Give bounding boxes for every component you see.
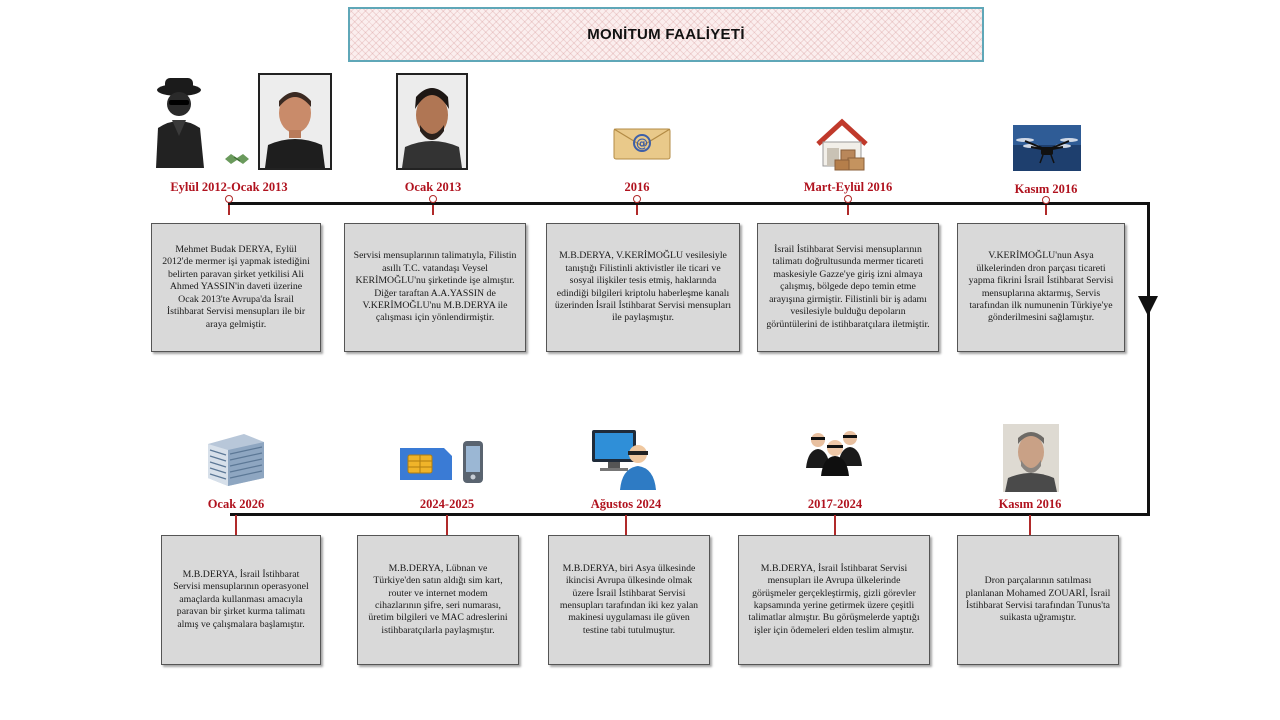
portrait-photo	[1003, 424, 1059, 492]
timeline-connector	[432, 205, 434, 215]
timeline-marker	[844, 195, 852, 203]
event-description: İsrail İstihbarat Servisi mensuplarının talimatı doğrultusunda mermer ticareti maskesiyle Gazze'ye giriş izni almaya çalışmış, bölgede depo temin etme arayışına girmiştir. Filistinli bir iş adamı vesilesiyle bulduğu depoların görüntülerini de istihbaratçılara iletmiştir.	[766, 244, 930, 330]
event-card	[957, 223, 1125, 352]
event-card	[357, 535, 519, 665]
timeline-marker	[225, 195, 233, 203]
svg-text:@: @	[636, 136, 648, 151]
event-date: 2024-2025	[419, 497, 475, 511]
sim-card-icon	[398, 446, 454, 482]
timeline-top-line	[228, 202, 1150, 205]
timeline-connector	[1045, 205, 1047, 215]
event-description: Dron parçalarının satılması planlanan Mohamed ZOUARİ, İsrail İstihbarat Servisi tarafından Tunus'ta suikasta uğramıştır.	[965, 575, 1111, 624]
event-description: M.B.DERYA, İsrail İstihbarat Servisi mensupları ile Avrupa ülkelerinde görüşmeler gerçekleştirmiş, gizli görevler kapsamında yerine getirmek üzere çeşitli talimatlar almıştır. Bu görüşmelerde yaptığı işler için ödemeleri elden teslim almıştır.	[748, 562, 920, 636]
event-description: M.B.DERYA, İsrail İstihbarat Servisi mensuplarının operasyonel amaçlarda kullanması amacıyla paravan bir şirket kurma talimatı almış ve çalışmalara başlamıştır.	[173, 568, 309, 630]
agents-group-icon	[804, 428, 866, 476]
event-date: 2016	[624, 180, 650, 194]
event-description: Mehmet Budak DERYA, Eylül 2012'de mermer işi yapmak istediğini belirten paravan şirket yetkilisi Ali Ahmed YASSIN'in daveti üzerine Ocak 2013'te Avrupa'da İsrail İstihbarat Servisi mensupları ile bir araya gelmiştir.	[162, 244, 310, 330]
event-description: M.B.DERYA, Lübnan ve Türkiye'den satın aldığı sim kart, router ve internet modem cihazlarının şifre, seri numarası, üretim bilgileri ve MAC adreslerini istihbaratçılarla paylaşmıştır.	[368, 562, 508, 636]
timeline-marker	[633, 195, 641, 203]
timeline-connector	[625, 515, 627, 535]
warehouse-icon	[815, 118, 869, 172]
event-description: M.B.DERYA, V.KERİMOĞLU vesilesiyle tanıştığı Filistinli aktivistler ile ticari ve sosyal ilişkiler tesis etmiş, haklarında edindiği bilgileri kriptolu haberleşme kanalı üzerinden İsrail İstihbarat Servisi mensupları ile paylaşmıştır.	[554, 250, 732, 324]
timeline-right-connector	[1147, 202, 1150, 515]
timeline-connector	[1029, 515, 1031, 535]
spy-agent-icon	[148, 76, 210, 170]
event-description: Servisi mensuplarının talimatıyla, Filistin asıllı T.C. vatandaşı Veysel KERİMOĞLU'nu şirketinde işe almıştır. Diğer taraftan A.A.YASSIN de V.KERİMOĞLU'nu M.B.DERYA ile çalışması için yönlendirmiştir.	[353, 250, 517, 324]
event-card	[548, 535, 710, 665]
event-description: V.KERİMOĞLU'nun Asya ülkelerinden dron parçası ticareti yapma fikrini İsrail İstihbarat Servisi mensuplarına aktarmış, Servis tarafından ilk numunenin Türkiye'ye gönderilmesini sağlamıştır.	[968, 250, 1114, 324]
mobile-phone-icon	[462, 440, 484, 484]
event-date: Eylül 2012-Ocak 2013	[170, 180, 288, 194]
timeline-connector	[636, 205, 638, 215]
computer-user-icon	[590, 428, 660, 492]
event-date: Kasım 2016	[1014, 182, 1078, 196]
event-card	[546, 223, 740, 352]
event-date: Ocak 2026	[207, 497, 265, 511]
event-card	[344, 223, 526, 352]
event-date: Ağustos 2024	[590, 497, 662, 511]
event-date: Mart-Eylül 2016	[803, 180, 893, 194]
timeline-marker	[429, 195, 437, 203]
event-date: 2017-2024	[807, 497, 863, 511]
event-description: M.B.DERYA, biri Asya ülkesinde ikincisi Avrupa ülkesinde olmak üzere İsrail İstihbarat Servisi mensupları tarafından iki kez yalan makinesi uygulaması ile güven testine tabi tutulmuştur.	[559, 562, 699, 636]
timeline-connector	[834, 515, 836, 535]
diagram-title: MONİTUM FAALİYETİ	[587, 26, 745, 43]
event-card	[161, 535, 321, 665]
timeline-marker	[1042, 196, 1050, 204]
timeline-connector	[446, 515, 448, 535]
portrait-photo	[258, 73, 332, 170]
diagram-title-box	[348, 7, 984, 62]
event-date: Kasım 2016	[998, 497, 1062, 511]
drone-icon	[1013, 125, 1081, 171]
event-card	[957, 535, 1119, 665]
email-icon	[613, 128, 671, 160]
event-date: Ocak 2013	[404, 180, 462, 194]
event-card	[151, 223, 321, 352]
timeline-connector	[228, 205, 230, 215]
event-card	[757, 223, 939, 352]
handshake-icon	[224, 151, 250, 167]
timeline-bottom-line	[230, 513, 1150, 516]
timeline-connector	[847, 205, 849, 215]
timeline-connector	[235, 515, 237, 535]
office-building-icon	[204, 430, 268, 486]
portrait-photo	[396, 73, 468, 170]
event-card	[738, 535, 930, 665]
timeline-direction-arrow	[1138, 296, 1158, 316]
